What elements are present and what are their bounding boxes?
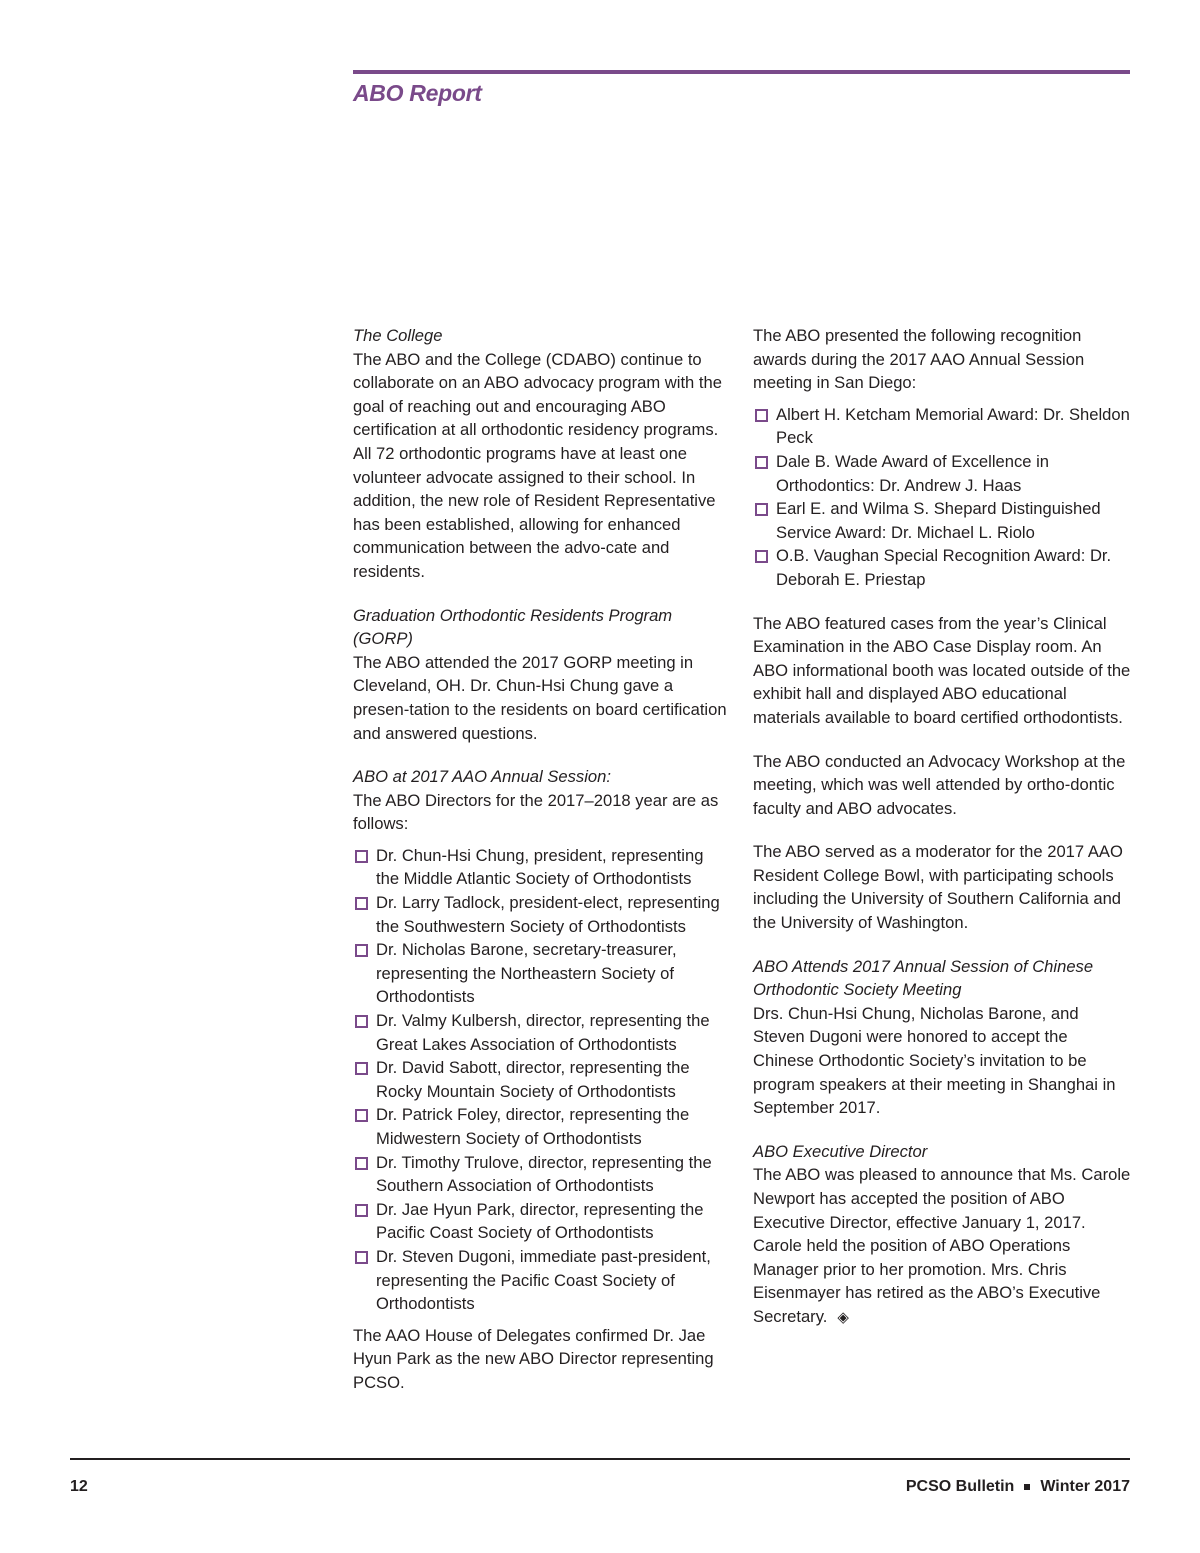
workshop-body: The ABO conducted an Advocacy Workshop at the meeting, which was well attended by ortho-dontic faculty and ABO advocates. (753, 751, 1126, 818)
bowl-body: The ABO served as a moderator for the 2017 AAO Resident College Bowl, with participating schools including the University of Southern California and the University of Washington. (753, 842, 1123, 933)
list-item: Albert H. Ketcham Memorial Award: Dr. Sheldon Peck (753, 403, 1133, 450)
list-item: Dr. Jae Hyun Park, director, representing the Pacific Coast Society of Orthodontists (353, 1198, 731, 1245)
issue-label: Winter 2017 (1040, 1478, 1130, 1495)
square-bullet-icon (755, 550, 768, 563)
square-bullet-icon (355, 897, 368, 910)
cases-body: The ABO featured cases from the year’s Clinical Examination in the ABO Case Display room. An ABO informational booth was located outside of the exhibit hall and displayed ABO educational materials available to board certified orthodontists. (753, 613, 1131, 727)
square-bullet-icon (355, 1015, 368, 1028)
chinese-heading: ABO Attends 2017 Annual Session of Chinese Orthodontic Society Meeting (753, 956, 1094, 1000)
square-bullet-icon (355, 1251, 368, 1264)
section-title: ABO Report (353, 80, 482, 106)
square-separator-icon (1024, 1484, 1030, 1490)
list-item: Dr. Steven Dugoni, immediate past-president, representing the Pacific Coast Society of Orthodontists (353, 1245, 731, 1316)
page-number: 12 (70, 1478, 88, 1495)
aao-heading: ABO at 2017 AAO Annual Session: (353, 767, 611, 787)
square-bullet-icon (355, 944, 368, 957)
exec-paragraph (753, 1163, 1133, 1329)
footer-rule (70, 1458, 1130, 1460)
gorp-body: The ABO attended the 2017 GORP meeting in Cleveland, OH. Dr. Chun-Hsi Chung gave a presen-tation to the residents on board certification and answered questions. (353, 652, 727, 743)
exec-body: The ABO was pleased to announce that Ms. Carole Newport has accepted the position of ABO Executive Director, effective January 1, 2017. Carole held the position of ABO Operations Manager prior to her promotion. Mrs. Chris Eisenmayer has retired as the ABO’s Executive Secretary. (753, 1165, 1131, 1326)
square-bullet-icon (755, 409, 768, 422)
list-item: Dr. Chun-Hsi Chung, president, representing the Middle Atlantic Society of Orthodontists (353, 844, 731, 891)
exec-heading: ABO Executive Director (753, 1141, 928, 1161)
square-bullet-icon (355, 1157, 368, 1170)
square-bullet-icon (755, 456, 768, 469)
gorp-heading: Graduation Orthodontic Residents Program (GORP) (353, 605, 673, 649)
list-item: Dr. Valmy Kulbersh, director, representing the Great Lakes Association of Orthodontists (353, 1009, 731, 1056)
square-bullet-icon (355, 1204, 368, 1217)
college-heading: The College (353, 326, 443, 345)
awards-list (753, 403, 1133, 592)
header-rule (353, 70, 1130, 74)
end-diamond-icon: ◈ (837, 1308, 849, 1326)
list-item: Dr. Timothy Trulove, director, representing the Southern Association of Orthodontists (353, 1151, 731, 1198)
awards-intro: The ABO presented the following recognition awards during the 2017 AAO Annual Session meeting in San Diego: (753, 326, 1085, 393)
square-bullet-icon (355, 1062, 368, 1075)
list-item: Dale B. Wade Award of Excellence in Orthodontics: Dr. Andrew J. Haas (753, 450, 1133, 497)
right-column (753, 324, 1133, 1330)
directors-list (353, 844, 731, 1316)
list-item: Dr. Patrick Foley, director, representing the Midwestern Society of Orthodontists (353, 1103, 731, 1150)
list-item: Dr. David Sabott, director, representing the Rocky Mountain Society of Orthodontists (353, 1056, 731, 1103)
aao-body: The ABO Directors for the 2017–2018 year are as follows: (353, 790, 719, 834)
square-bullet-icon (355, 1109, 368, 1122)
house-body: The AAO House of Delegates confirmed Dr. Jae Hyun Park as the new ABO Director representing PCSO. (353, 1325, 714, 1392)
square-bullet-icon (755, 503, 768, 516)
college-body: The ABO and the College (CDABO) continue to collaborate on an ABO advocacy program with the goal of reaching out and encouraging ABO certification at all orthodontic residency programs. All 72 orthodontic programs have at least one volunteer advocate assigned to their school. In addition, the new role of Resident Representative has been established, allowing for enhanced communication between the advo-cate and residents. (353, 349, 722, 581)
list-item: Dr. Larry Tadlock, president-elect, representing the Southwestern Society of Orthodontists (353, 891, 731, 938)
list-item: Earl E. and Wilma S. Shepard Distinguished Service Award: Dr. Michael L. Riolo (753, 497, 1133, 544)
list-item: Dr. Nicholas Barone, secretary-treasurer, representing the Northeastern Society of Orthodontists (353, 938, 731, 1009)
square-bullet-icon (355, 850, 368, 863)
footer-publication (906, 1478, 1130, 1496)
publication-name: PCSO Bulletin (905, 1478, 1015, 1495)
list-item: O.B. Vaughan Special Recognition Award: Dr. Deborah E. Priestap (753, 544, 1133, 591)
chinese-body: Drs. Chun-Hsi Chung, Nicholas Barone, and Steven Dugoni were honored to accept the Chinese Orthodontic Society’s invitation to be program speakers at their meeting in Shanghai in September 2017. (753, 1003, 1116, 1118)
left-column (353, 324, 731, 1395)
